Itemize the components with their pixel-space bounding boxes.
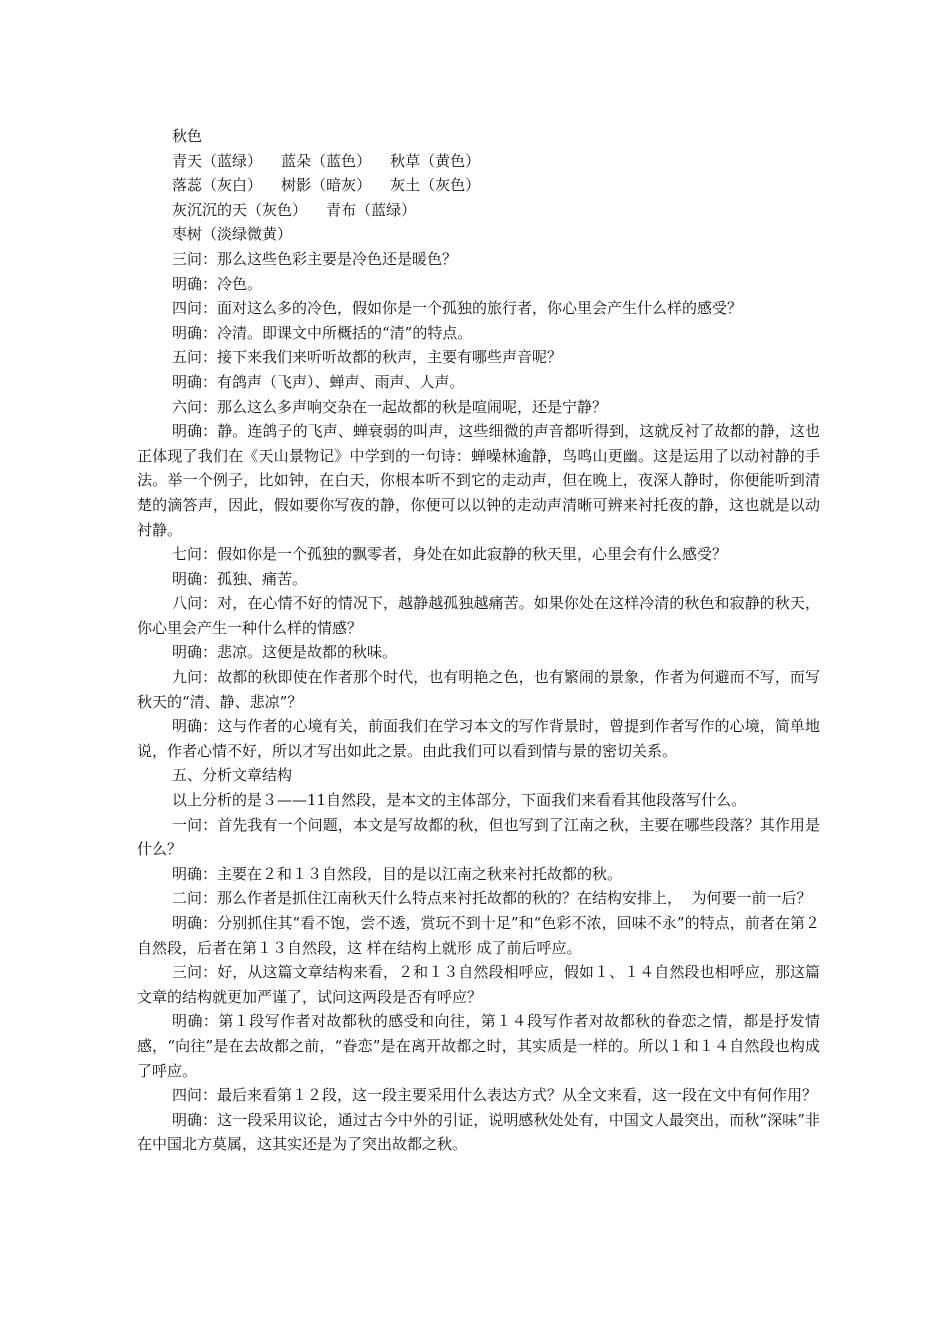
section-heading: 五、分析文章结构 [172,766,293,785]
question-paragraph: 二问：那么作者是抓住江南秋天什么特点来衬托故都的秋的？在结构安排上， 为何要一前一后？ [172,889,812,908]
question-paragraph: 三问：那么这些色彩主要是冷色还是暖色？ [172,249,458,268]
question-paragraph: 一问：首先我有一个问题，本文是写故都的秋，但也写到了江南之秋，主要在哪些段落？其作用是什么？ [137,815,820,859]
answer-paragraph: 明确：孤独、痛苦。 [172,569,308,588]
answer-paragraph: 明确：静。连鸽子的飞声、蝉衰弱的叫声，这些细微的声音都听得到，这就反衬了故都的静，这也正体现了我们在《天山景物记》中学到的一句诗：蝉噪林逾静，鸟鸣山更幽。这是运用了以动衬静的手法。举一个例子，比如钟，在白天，你根本听不到它的走动声，但在晚上，夜深人静时，你便能听到清楚的滴答声，因此，假如要你写夜的静，你便可以以钟的走动声清晰可辨来衬托夜的静，这也就是以动衬静。 [137,422,820,539]
answer-paragraph: 明确：有鸽声（飞声）、蝉声、雨声、人声。 [172,372,465,391]
question-paragraph: 八问：对，在心情不好的情况下，越静越孤独越痛苦。如果你处在这样冷清的秋色和寂静的秋天，你心里会产生一种什么样的情感？ [137,594,820,637]
answer-paragraph: 明确：悲凉。这便是故都的秋味。 [172,643,398,662]
color-list-line: 灰沉沉的天（灰色） 青布（蓝绿） [172,200,417,219]
color-list-line: 青天（蓝绿） 蓝朵（蓝色） 秋草（黄色） [172,151,481,170]
question-paragraph: 四问：最后来看第１２段，这一段主要采用什么表达方式？从全文来看，这一段在文中有何作用？ [172,1086,818,1105]
answer-paragraph: 明确：冷色。 [172,274,263,293]
answer-paragraph: 明确：这一段采用议论，通过古今中外的引证，说明感秋处处有，中国文人最突出，而秋“深味”非在中国北方莫属，这其实还是为了突出故都之秋。 [137,1110,820,1154]
question-paragraph: 九问：故都的秋即使在作者那个时代，也有明艳之色，也有繁闹的景象，作者为何避而不写，而写秋天的“清、静、悲凉”？ [137,668,820,711]
answer-paragraph: 明确：冷清。即课文中所概括的“清”的特点。 [172,323,473,342]
answer-paragraph: 明确：主要在２和１３自然段，目的是以江南之秋来衬托故都的秋。 [172,864,623,883]
body-paragraph: 以上分析的是３——11自然段，是本文的主体部分，下面我们来看看其他段落写什么。 [172,791,747,810]
question-paragraph: 三问：好，从这篇文章结构来看，２和１３自然段相呼应，假如１、１４自然段也相呼应，那这篇文章的结构就更加严谨了，试问这两段是否有呼应？ [137,963,820,1006]
answer-paragraph: 明确：分别抓住其“看不饱，尝不透，赏玩不到十足”和“色彩不浓，回味不永”的特点，前者在第２自然段，后者在第１３自然段，这 样在结构上就形 成了前后呼应。 [137,914,820,957]
question-paragraph: 六问：那么这么多声响交杂在一起故都的秋是喧闹呢，还是宁静？ [172,397,608,416]
document-page [137,124,820,1157]
question-paragraph: 四问：面对这么多的冷色，假如你是一个孤独的旅行者，你心里会产生什么样的感受？ [172,299,743,318]
color-list-line: 落蕊（灰白） 树影（暗灰） 灰土（灰色） [172,176,481,195]
heading-autumn-colors: 秋色 [172,127,203,145]
question-paragraph: 五问：接下来我们来听听故都的秋声，主要有哪些声音呢？ [172,348,563,367]
answer-paragraph: 明确：这与作者的心境有关，前面我们在学习本文的写作背景时，曾提到作者写作的心境，简单地说，作者心情不好，所以才写出如此之景。由此我们可以看到情与景的密切关系。 [137,717,820,760]
color-list-line: 枣树（淡绿微黄） [172,225,293,244]
answer-paragraph: 明确：第１段写作者对故都秋的感受和向往，第１４段写作者对故都秋的眷恋之情，都是抒发情感，“向往”是在去故都之前，“眷恋”是在离开故都之时，其实质是一样的。所以１和１４自然段也构成了呼应。 [137,1012,820,1080]
question-paragraph: 七问：假如你是一个孤独的飘零者，身处在如此寂静的秋天里，心里会有什么感受？ [172,545,728,564]
